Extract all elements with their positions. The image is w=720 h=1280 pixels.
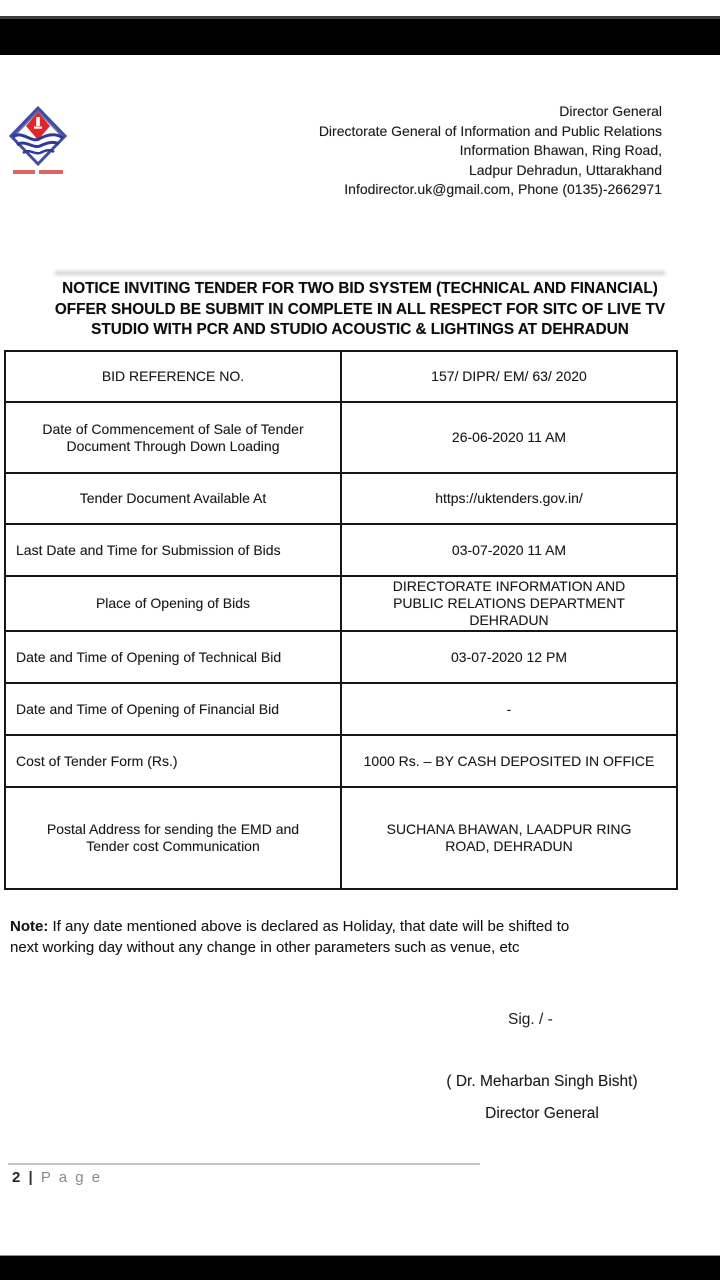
- row-value: [342, 352, 676, 401]
- signature-label: Sig. / -: [508, 1011, 553, 1028]
- row-label-line: Date and Time of Opening of Financial Bid: [16, 700, 280, 717]
- bottom-black-bar: [0, 1256, 720, 1280]
- row-value-line: SUCHANA BHAWAN, LAADPUR RING: [386, 821, 632, 837]
- row-label-line: Date of Commencement of Sale of Tender: [42, 420, 304, 437]
- signatory-name: ( Dr. Meharban Singh Bisht): [446, 1073, 638, 1090]
- row-label-line: Last Date and Time for Submission of Bids: [16, 541, 281, 558]
- row-value: [342, 788, 676, 888]
- logo-caption-text: [13, 170, 63, 174]
- row-value: [342, 684, 676, 734]
- row-label: [6, 736, 342, 786]
- footer-rule: [8, 1163, 480, 1165]
- row-value: [342, 577, 676, 630]
- emblem-icon: [6, 103, 70, 183]
- row-value-line: ROAD, DEHRADUN: [445, 838, 573, 854]
- row-value: [342, 632, 676, 682]
- row-label-line: Date and Time of Opening of Technical Bid: [16, 648, 282, 665]
- row-value-line: DEHRADUN: [469, 612, 549, 628]
- notice-title-line: NOTICE INVITING TENDER FOR TWO BID SYSTEM (TECHNICAL AND FINANCIAL): [62, 280, 658, 297]
- notice-title: [0, 279, 720, 341]
- row-label: [6, 788, 342, 888]
- letterhead: [319, 102, 662, 200]
- row-value-line: 03-07-2020 12 PM: [451, 648, 567, 665]
- row-value-line: 03-07-2020 11 AM: [451, 541, 567, 558]
- row-value-line: DIRECTORATE INFORMATION AND: [392, 578, 626, 594]
- uttarakhand-emblem-logo: [6, 103, 70, 183]
- letterhead-line: Director General: [559, 103, 662, 119]
- tender-table: [4, 350, 678, 890]
- row-label: [6, 684, 342, 734]
- row-label-line: Cost of Tender Form (Rs.): [16, 752, 178, 769]
- row-value-line: 1000 Rs. – BY CASH DEPOSITED IN OFFICE: [363, 752, 655, 769]
- letterhead-line: Information Bhawan, Ring Road,: [459, 142, 662, 158]
- table-row: [6, 403, 676, 474]
- row-label-line: Tender Document Available At: [79, 490, 267, 506]
- row-value-line: -: [506, 700, 512, 717]
- row-value: [342, 403, 676, 472]
- notice-title-line: STUDIO WITH PCR AND STUDIO ACOUSTIC & LIGHTINGS AT DEHRADUN: [91, 321, 629, 338]
- table-row: [6, 474, 676, 525]
- row-value-line: PUBLIC RELATIONS DEPARTMENT: [393, 595, 625, 611]
- row-value: [342, 525, 676, 575]
- row-label: [6, 632, 342, 682]
- row-value-line: 26-06-2020 11 AM: [451, 429, 567, 445]
- note-label: Note:: [10, 918, 49, 935]
- signature-block: [392, 1072, 692, 1124]
- table-row: [6, 352, 676, 403]
- letterhead-line: Ladpur Dehradun, Uttarakhand: [468, 161, 662, 178]
- row-value-line: https://uktenders.gov.in/: [435, 490, 583, 506]
- row-label: [6, 474, 342, 523]
- notice-title-line: OFFER SHOULD BE SUBMIT IN COMPLETE IN ALL RESPECT FOR SITC OF LIVE TV: [54, 300, 666, 318]
- row-label-line: Place of Opening of Bids: [95, 595, 251, 611]
- holiday-note: [10, 916, 569, 958]
- page-footer: [12, 1169, 102, 1186]
- row-label: [6, 577, 342, 630]
- note-text-line: next working day without any change in other parameters such as venue, etc: [10, 939, 520, 956]
- scan-artifact: [55, 271, 665, 275]
- row-label: [6, 525, 342, 575]
- row-label-line: Document Through Down Loading: [66, 437, 280, 454]
- row-label: [6, 352, 342, 401]
- table-row: [6, 577, 676, 632]
- page-separator: |: [28, 1169, 33, 1186]
- row-label-line: BID REFERENCE NO.: [101, 368, 245, 384]
- row-label-line: Tender cost Communication: [86, 838, 260, 854]
- signatory-role: Director General: [485, 1105, 599, 1122]
- table-row: [6, 684, 676, 736]
- letterhead-line: Infodirector.uk@gmail.com, Phone (0135)-2662971: [344, 181, 662, 197]
- row-label: [6, 403, 342, 472]
- table-row: [6, 736, 676, 788]
- row-value: [342, 736, 676, 786]
- letterhead-line: Directorate General of Information and Public Relations: [318, 122, 662, 139]
- note-text-line: If any date mentioned above is declared as Holiday, that date will be shifted to: [52, 918, 570, 935]
- row-label-line: Postal Address for sending the EMD and: [46, 821, 300, 837]
- row-value-line: 157/ DIPR/ EM/ 63/ 2020: [431, 368, 587, 384]
- row-value: [342, 474, 676, 523]
- top-black-bar: [0, 19, 720, 55]
- table-row: [6, 525, 676, 577]
- page-word: P a g e: [40, 1169, 103, 1186]
- table-row: [6, 788, 676, 888]
- page-number: 2: [12, 1169, 21, 1186]
- table-row: [6, 632, 676, 684]
